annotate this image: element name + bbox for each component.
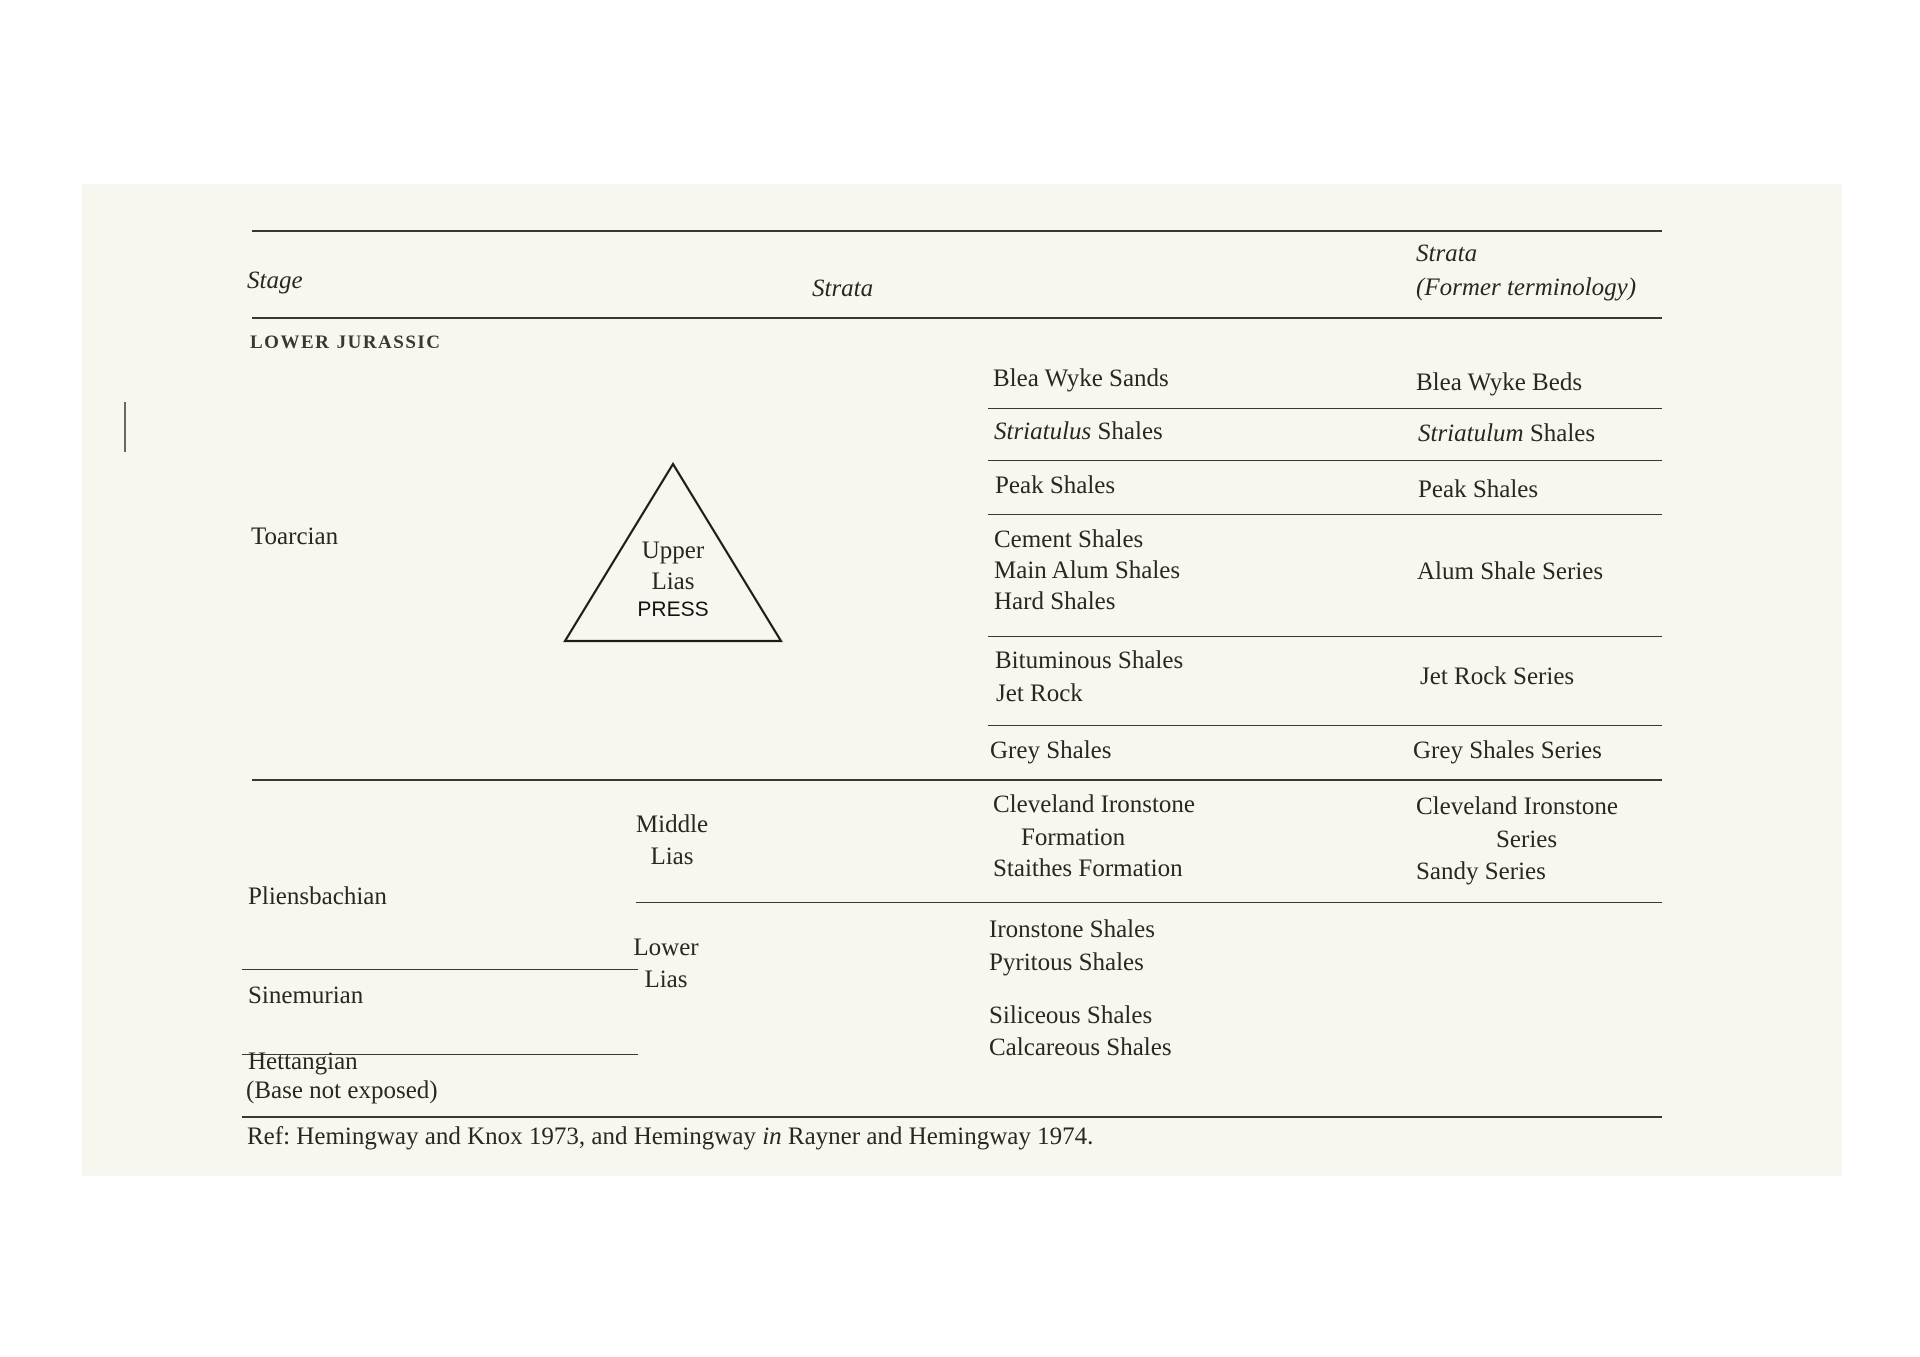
table-bottom-rule — [242, 1116, 1662, 1118]
former-striatulum-rest: Shales — [1523, 420, 1596, 447]
lias-lower-line2: Lias — [644, 966, 688, 993]
strata-cleveland-line1: Cleveland Ironstone — [993, 791, 1196, 818]
press-logo-text: PRESS — [637, 598, 709, 621]
strata-bituminous-shales: Bituminous Shales — [995, 647, 1184, 674]
rule-jet-rock — [988, 725, 1662, 726]
header-former-line1: Strata — [1416, 240, 1478, 267]
lias-upper-line2: Lias — [651, 568, 695, 595]
rule-striatulus — [988, 460, 1662, 461]
former-cleveland-line1: Cleveland Ironstone — [1416, 793, 1619, 820]
strata-peak-shales: Peak Shales — [995, 472, 1116, 499]
lias-middle-line1: Middle — [635, 811, 709, 838]
strata-cleveland-line2: Formation — [1021, 824, 1126, 851]
stage-hettangian-note: (Base not exposed) — [246, 1077, 438, 1104]
strata-calcareous-shales: Calcareous Shales — [989, 1034, 1172, 1061]
former-peak-shales: Peak Shales — [1418, 476, 1539, 503]
reference-italic: in — [762, 1123, 782, 1150]
stage-pliensbachian: Pliensbachian — [248, 883, 387, 910]
header-bottom-rule — [252, 317, 1662, 319]
strata-striatulus-shales — [994, 416, 1163, 448]
strata-jet-rock: Jet Rock — [996, 680, 1083, 707]
header-stage: Stage — [247, 267, 303, 294]
lias-lower-line1: Lower — [633, 934, 699, 961]
section-label-lower-jurassic: LOWER JURASSIC — [250, 332, 442, 353]
table-top-rule — [252, 230, 1662, 232]
header-strata: Strata — [812, 275, 874, 302]
strata-ironstone-shales: Ironstone Shales — [989, 916, 1155, 943]
strata-striatulus-italic: Striatulus — [994, 418, 1092, 445]
former-cleveland-line2: Series — [1496, 826, 1558, 853]
former-striatulum-italic: Striatulum — [1418, 420, 1524, 447]
former-alum-shale-series: Alum Shale Series — [1417, 558, 1604, 585]
strata-pyritous-shales: Pyritous Shales — [989, 949, 1144, 976]
header-former-line2: (Former terminology) — [1416, 274, 1637, 301]
rule-blea-wyke — [988, 408, 1662, 409]
rule-toarcian-bottom — [252, 779, 1662, 781]
page-sheet — [82, 184, 1842, 1176]
strata-staithes-formation: Staithes Formation — [993, 855, 1183, 882]
former-blea-wyke-beds: Blea Wyke Beds — [1416, 369, 1583, 396]
strata-siliceous-shales: Siliceous Shales — [989, 1002, 1153, 1029]
former-striatulum-shales — [1418, 418, 1595, 450]
lias-upper-line1: Upper — [641, 537, 705, 564]
reference-part1: Ref: Hemingway and Knox 1973, and Hemingway — [247, 1123, 763, 1150]
rule-pliensbachian-bottom — [242, 969, 638, 970]
reference-part2: Rayner and Hemingway 1974. — [781, 1123, 1094, 1150]
strata-cement-shales: Cement Shales — [994, 526, 1144, 553]
strata-main-alum-shales: Main Alum Shales — [994, 557, 1181, 584]
rule-alum — [988, 636, 1662, 637]
rule-middle-lias-bottom — [636, 902, 1662, 903]
strata-striatulus-rest: Shales — [1091, 418, 1163, 445]
rule-peak — [988, 514, 1662, 515]
former-sandy-series: Sandy Series — [1416, 858, 1546, 885]
strata-blea-wyke-sands: Blea Wyke Sands — [993, 365, 1169, 392]
stage-sinemurian: Sinemurian — [248, 982, 364, 1009]
scan-mark-left — [124, 402, 126, 452]
former-grey-shales-series: Grey Shales Series — [1413, 737, 1602, 764]
lias-middle-line2: Lias — [650, 843, 694, 870]
stage-toarcian: Toarcian — [251, 523, 339, 550]
stage-hettangian: Hettangian — [248, 1048, 358, 1075]
reference-line — [247, 1121, 1093, 1153]
strata-grey-shales: Grey Shales — [990, 737, 1112, 764]
strata-hard-shales: Hard Shales — [994, 588, 1116, 615]
former-jet-rock-series: Jet Rock Series — [1420, 663, 1575, 690]
